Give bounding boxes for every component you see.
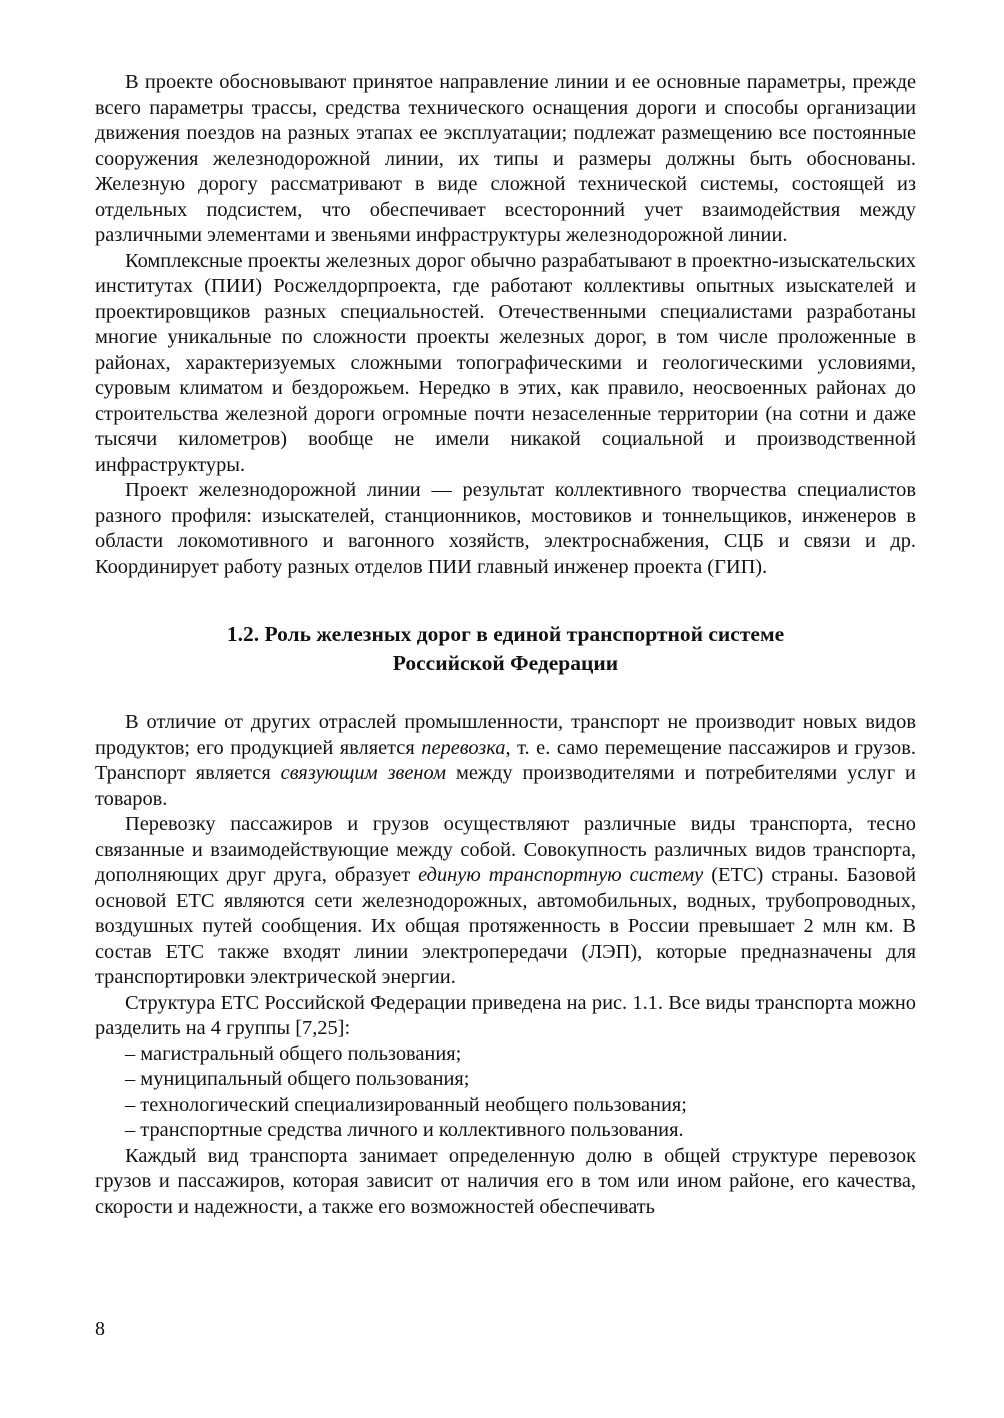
- section-heading-line2: Российской Федерации: [392, 651, 619, 675]
- emphasis-term: единую транспортную систему: [418, 864, 704, 886]
- paragraph-transport-product: [95, 710, 916, 812]
- list-item: – муниципальный общего пользования;: [125, 1068, 470, 1090]
- heading-spacer: [95, 678, 916, 710]
- list-item: – транспортные средства личного и коллективного пользования.: [125, 1119, 684, 1141]
- section-heading-line1: 1.2. Роль железных дорог в единой транспортной системе: [226, 622, 785, 646]
- paragraph-collective-work: Проект железнодорожной линии — результат коллективного творчества специалистов разного профиля: изыскателей, станционников, мостовиков и тоннельщиков, инженеров в области локомотивного и вагонного хозяйств, электроснабжения, СЦБ и связи и др. Координирует работу разных отделов ПИИ главный инженер проекта (ГИП).: [95, 479, 916, 578]
- paragraph-transport-share: Каждый вид транспорта занимает определенную долю в общей структуре перевозок грузов и пассажиров, которая зависит от наличия его в том или ином районе, его качества, скорости и надежности, а также его возможностей обеспечивать: [95, 1144, 916, 1218]
- text-run: (ЕТС) страны. Базовой основой ЕТС являются сети железнодорожных, автомобильных, водных, трубопроводных, воздушных путей сообщения. Их общая протяженность в России превышает 2 млн км. В состав ЕТС также входят линии электропередачи (ЛЭП), которые предназначены для транспортировки электрической энергии.: [95, 864, 916, 988]
- page-body: [95, 70, 916, 1220]
- paragraph-project-justification: В проекте обосновывают принятое направление линии и ее основные параметры, прежде всего параметры трассы, средства технического оснащения дороги и способы организации движения поездов на разных этапах ее эксплуатации; подлежат размещению все постоянные сооружения железнодорожной линии, их типы и размеры должны быть обоснованы. Железную дорогу рассматривают в виде сложной технической системы, состоящей из отдельных подсистем, что обеспечивает всесторонний учет взаимодействия между различными элементами и звеньями инфраструктуры железнодорожной линии.: [95, 71, 916, 246]
- text-run: , т. е. само перемещение пассажиров и грузов. Транспорт является: [95, 736, 916, 784]
- text-run: между производителями и потребителями услуг и товаров.: [95, 762, 916, 810]
- emphasis-term: перевозка: [421, 736, 506, 759]
- list-item: – технологический специализированный необщего пользования;: [125, 1093, 687, 1116]
- paragraph-unified-transport-system: [95, 812, 916, 991]
- page-number: 8: [95, 1318, 105, 1340]
- list-item: – магистральный общего пользования;: [125, 1042, 462, 1065]
- paragraph-structure: Структура ЕТС Российской Федерации приведена на рис. 1.1. Все виды транспорта можно разделить на 4 группы [7,25]:: [95, 991, 916, 1039]
- transport-groups-list: [95, 1042, 916, 1144]
- text-run: В отличие от других отраслей промышленности, транспорт не производит новых видов продуктов; его продукцией является: [95, 711, 916, 759]
- text-run: Перевозку пассажиров и грузов осуществляют различные виды транспорта, тесно связанные и взаимодействующие между собой. Совокупность различных видов транспорта, дополняющих друг друга, образует: [95, 813, 916, 886]
- emphasis-term: связующим звеном: [280, 762, 446, 784]
- paragraph-complex-projects: Комплексные проекты железных дорог обычно разрабатывают в проектно-изыскательских институтах (ПИИ) Росжелдорпроекта, где работают коллективы опытных изыскателей и проектировщиков разных специальностей. Отечественными специалистами разработаны многие уникальные по сложности проекты железных дорог, в том числе проложенные в районах, характеризуемых сложными топографическими и геологическими условиями, суровым климатом и бездорожьем. Нередко в этих, как правило, неосвоенных районах до строительства железной дороги огромные почти незаселенные территории (на сотни и даже тысячи километров) вообще не имели никакой социальной и производственной инфраструктуры.: [95, 249, 916, 476]
- section-heading: [95, 620, 916, 678]
